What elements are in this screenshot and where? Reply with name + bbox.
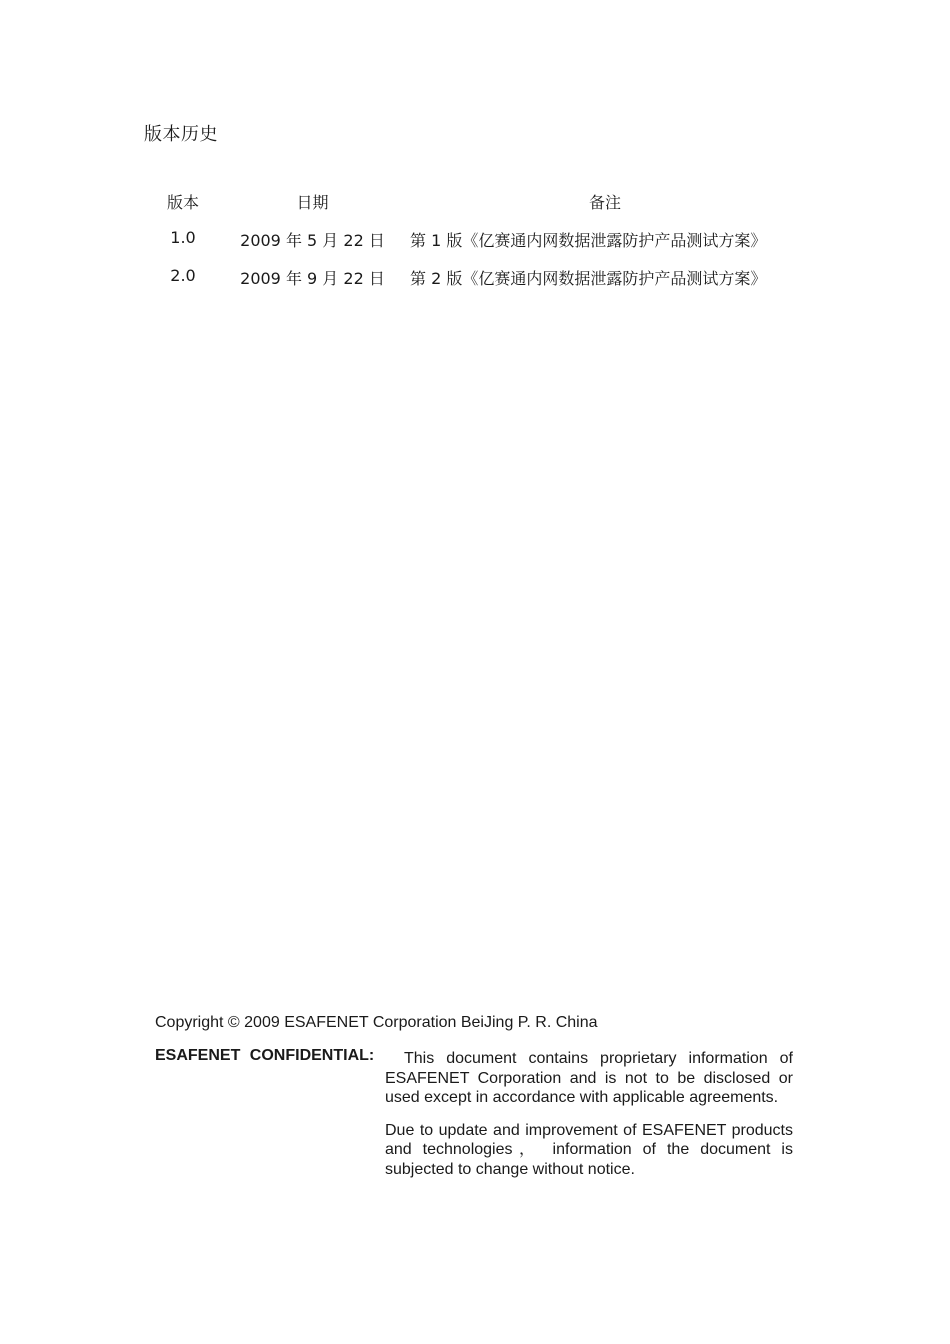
confidential-label: ESAFENET CONFIDENTIAL:: [155, 1047, 375, 1064]
table-row: [150, 224, 790, 262]
copyright-notice: Copyright © 2009 ESAFENET Corporation BeiJing P. R. China: [155, 1014, 598, 1031]
version-cell: 2.0: [170, 266, 196, 285]
version-cell: 1.0: [170, 228, 196, 247]
version-history-table: [150, 186, 790, 300]
table-header-row: [150, 186, 790, 224]
confidential-paragraph-2: Due to update and improvement of ESAFENET products and technologies， information of the document is subjected to change without notice.: [385, 1121, 793, 1178]
column-header-version: 版本: [166, 193, 199, 212]
note-cell: 第 2 版《亿赛通内网数据泄露防护产品测试方案》: [410, 269, 767, 288]
confidential-paragraph-1: This document contains proprietary information of ESAFENET Corporation and is not to be disclosed or used except in accordance with applicable agreements.: [385, 1050, 793, 1106]
column-header-date: 日期: [296, 193, 329, 212]
confidential-notice: [385, 1049, 793, 1179]
date-cell: 2009 年 5 月 22 日: [240, 231, 385, 250]
column-header-note: 备注: [588, 193, 621, 212]
table-row: [150, 262, 790, 300]
page-title: 版本历史: [144, 124, 218, 145]
date-cell: 2009 年 9 月 22 日: [240, 269, 385, 288]
note-cell: 第 1 版《亿赛通内网数据泄露防护产品测试方案》: [410, 231, 767, 250]
